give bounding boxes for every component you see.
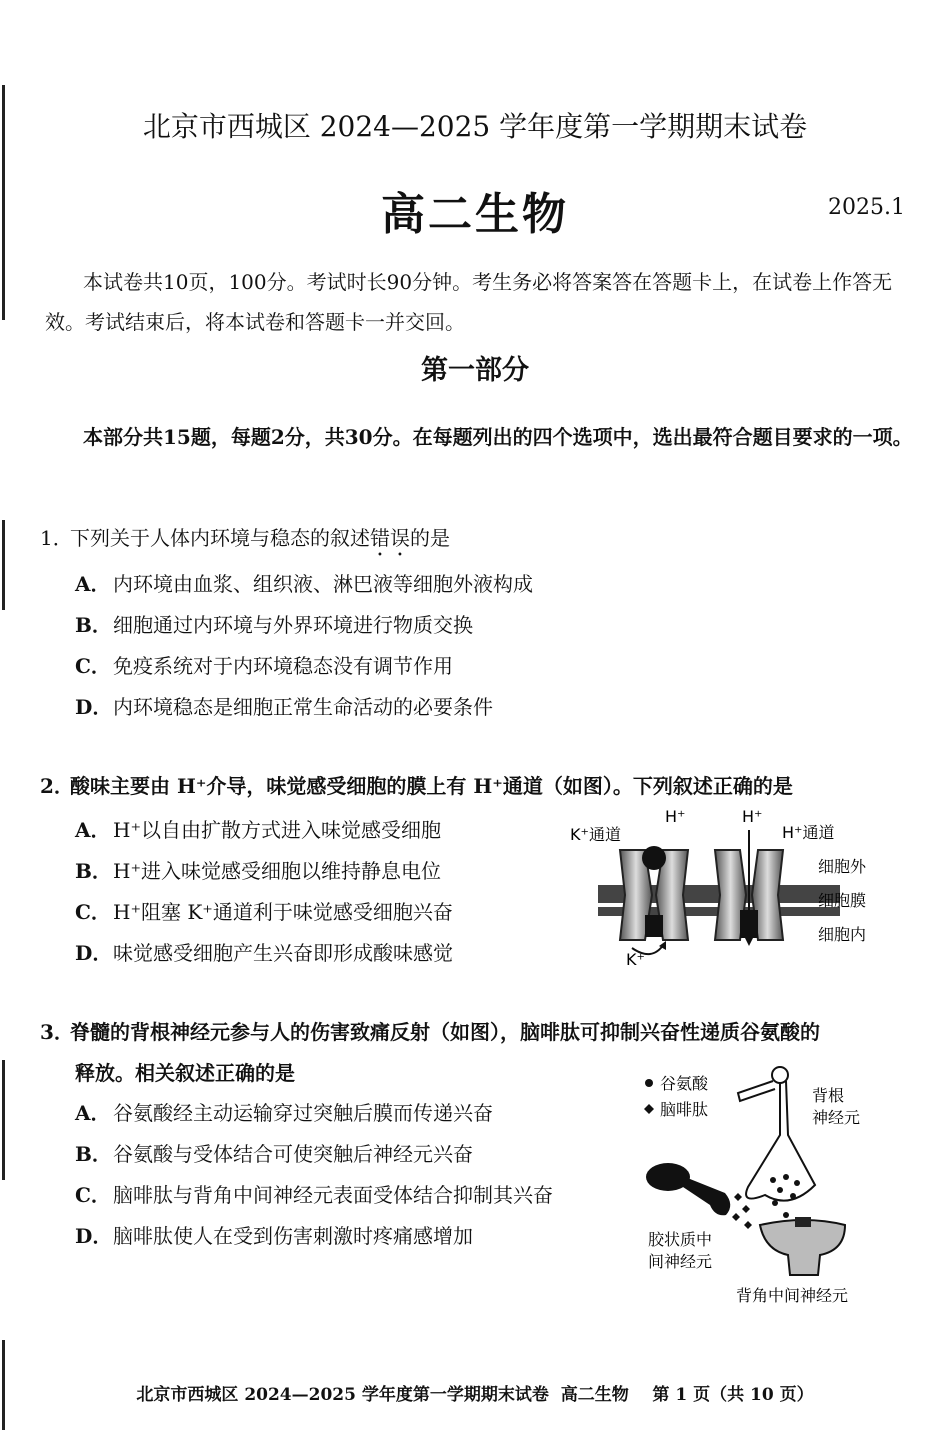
h-ion-label-left: H⁺ <box>665 807 686 826</box>
glial-label-1: 胶状质中 <box>648 1230 713 1249</box>
k-channel-label: K⁺通道 <box>570 825 621 844</box>
option-b: B．细胞通过内环境与外界环境进行物质交换 <box>75 613 473 637</box>
option-d: D．内环境稳态是细胞正常生命活动的必要条件 <box>75 695 493 719</box>
page-number: 第 1 页（共 10 页） <box>652 1385 814 1405</box>
option-d: D．味觉感受细胞产生兴奋即形成酸味感觉 <box>75 941 453 965</box>
synapse-figure <box>630 1065 890 1310</box>
question-number: 1． <box>40 526 73 550</box>
h-channel-label: H⁺通道 <box>782 823 835 842</box>
option-b: B．H⁺进入味觉感受细胞以维持静息电位 <box>75 859 441 883</box>
dorsal-horn-label: 背角中间神经元 <box>736 1286 849 1305</box>
question-1-stem: 1．下列关于人体内环境与稳态的叙述错误的是 <box>40 522 450 561</box>
h-ion-label-right: H⁺ <box>742 807 763 826</box>
option-d: D．脑啡肽使人在受到伤害刺激时疼痛感增加 <box>75 1224 473 1248</box>
option-a: A． 内环境由血浆、组织液、淋巴液等细胞外液构成 <box>75 572 533 596</box>
scan-edge-mark <box>2 520 5 610</box>
dorsal-root-neuron <box>738 1067 815 1201</box>
exam-date: 2025.1 <box>828 195 905 220</box>
question-3-stem: 3．脊髓的背根神经元参与人的伤害致痛反射（如图），脑啡肽可抑制兴奋性递质谷氨酸的 <box>40 1016 820 1045</box>
page-footer <box>0 1380 950 1405</box>
enkephalin-legend-diamond <box>644 1104 654 1114</box>
option-a: A． H⁺以自由扩散方式进入味觉感受细胞 <box>75 818 441 842</box>
subject-title: 高二生物 <box>381 189 569 240</box>
exam-instructions: 本试卷共10页，100分。考试时长90分钟。考生务必将答案答在答题卡上，在试卷上作答无效。考试结束后，将本试卷和答题卡一并交回。 <box>45 270 893 334</box>
option-c: C． 免疫系统对于内环境稳态没有调节作用 <box>75 654 453 678</box>
dorsal-root-label-1: 背根 <box>812 1086 845 1105</box>
question-number: 2． <box>40 774 74 798</box>
h-ion-blocking <box>642 846 666 870</box>
question-3-stem-line2: 释放。相关叙述正确的是 <box>75 1061 295 1085</box>
option-b: B．谷氨酸与受体结合可使突触后神经元兴奋 <box>75 1142 473 1166</box>
glial-label-2: 间神经元 <box>648 1252 713 1271</box>
option-c: C． H⁺阻塞 K⁺通道利于味觉感受细胞兴奋 <box>75 900 453 924</box>
glutamate-legend-dot <box>645 1079 653 1087</box>
footer-subject: 高二生物 <box>560 1385 629 1405</box>
glial-interneuron <box>646 1163 730 1215</box>
question-number: 3． <box>40 1020 74 1044</box>
emphasized-word: 错误 <box>370 526 410 550</box>
legend-glutamate: 谷氨酸 <box>660 1074 709 1093</box>
outside-label: 细胞外 <box>818 857 867 876</box>
scan-edge-mark <box>2 1060 5 1180</box>
dorsal-root-label-2: 神经元 <box>812 1108 861 1127</box>
ion-channel-figure <box>560 800 900 980</box>
dorsal-horn-neuron <box>760 1217 845 1275</box>
part-title: 第一部分 <box>421 355 529 386</box>
h-channel <box>715 830 783 946</box>
k-ion-label: K⁺ <box>626 950 645 969</box>
option-c: C． 脑啡肽与背角中间神经元表面受体结合抑制其兴奋 <box>75 1183 553 1207</box>
inside-label: 细胞内 <box>818 925 867 944</box>
exam-title: 北京市西城区 2024—2025 学年度第一学期期末试卷 <box>142 110 808 143</box>
footer-title: 北京市西城区 2024—2025 学年度第一学期期末试卷 <box>136 1385 549 1405</box>
glutamate-dots <box>770 1174 800 1218</box>
part-instructions: 本部分共15题，每题2分，共30分。在每题列出的四个选项中，选出最符合题目要求的一项。 <box>83 425 913 449</box>
legend-enkephalin: 脑啡肽 <box>660 1100 709 1119</box>
option-a: A． 谷氨酸经主动运输穿过突触后膜而传递兴奋 <box>75 1101 493 1125</box>
membrane-label: 细胞膜 <box>818 891 867 910</box>
question-2-stem: 2．酸味主要由 H⁺介导，味觉感受细胞的膜上有 H⁺通道（如图）。下列叙述正确的是 <box>40 770 793 799</box>
